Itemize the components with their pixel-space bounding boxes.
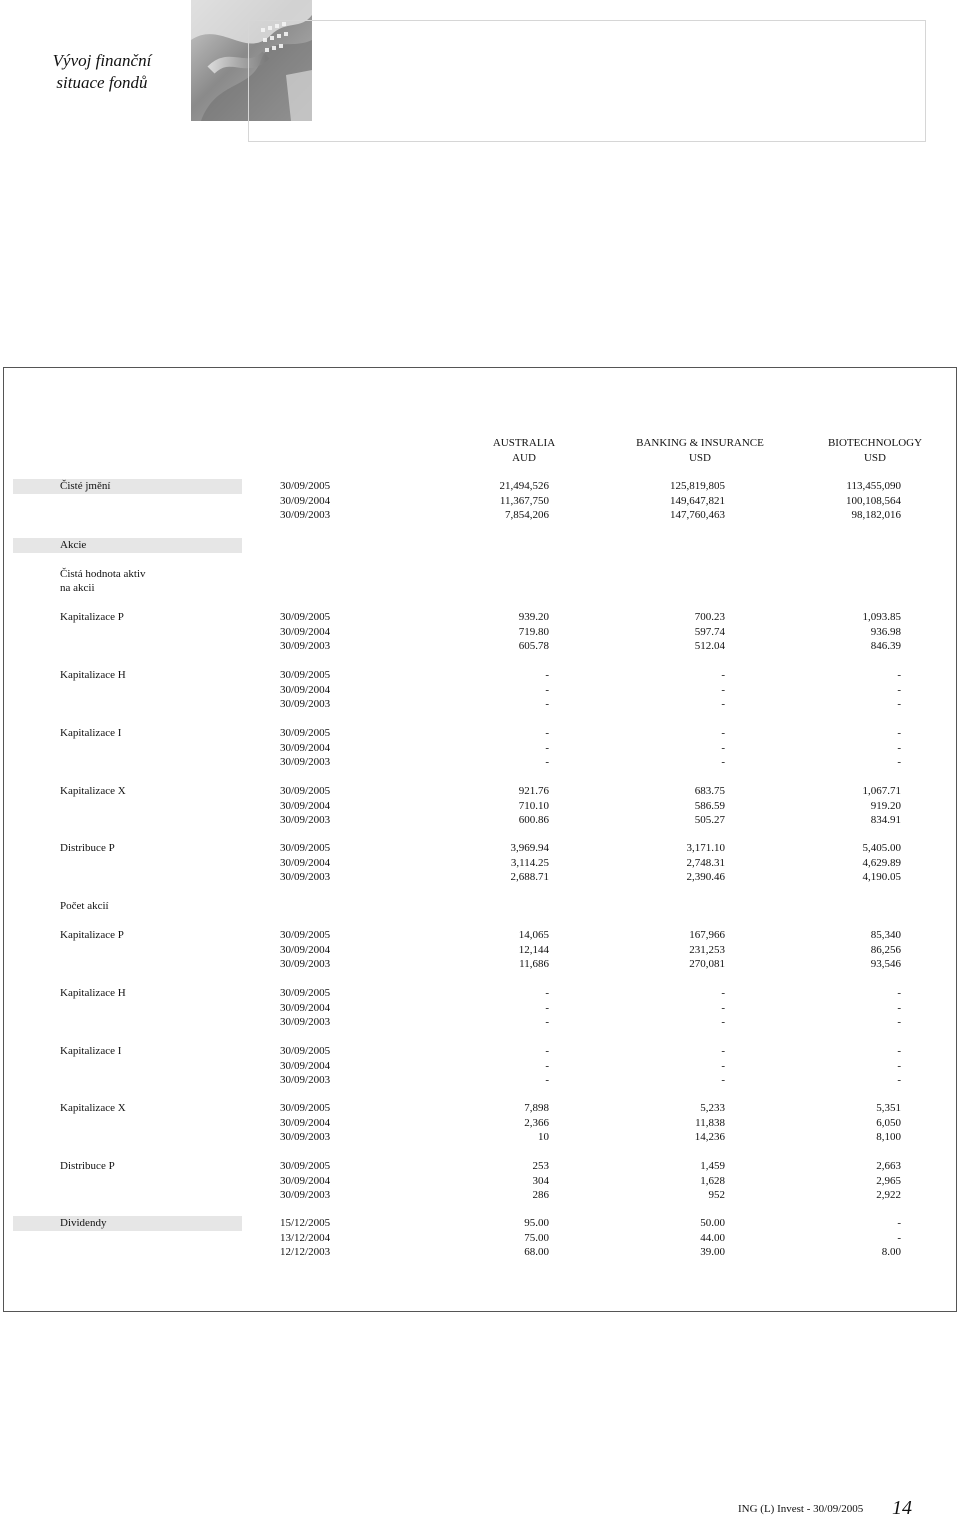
value-cell: - [545,1016,549,1028]
page-title [22,50,182,94]
value-cell: - [897,727,901,739]
value-cell: 167,966 [689,929,725,941]
value-cell: - [721,727,725,739]
section-nav-line2: na akcii [60,582,95,594]
value-cell: 2,965 [876,1175,901,1187]
section-band [13,538,242,553]
value-cell: 710.10 [518,800,549,812]
value-cell: 605.78 [518,640,549,652]
row-label: Kapitalizace X [60,785,126,797]
section-net-assets: Čisté jmění [60,480,111,492]
value-cell: - [897,987,901,999]
column-header-australia: AUSTRALIA [492,437,556,449]
value-cell: 2,922 [876,1189,901,1201]
value-cell: 149,647,821 [670,495,725,507]
column-currency-biotechnology: USD [863,452,886,464]
value-cell: - [545,1074,549,1086]
row-label: Kapitalizace I [60,1045,122,1057]
value-cell: 505.27 [694,814,725,826]
value-cell: 21,494,526 [499,480,549,492]
value-cell: - [721,1016,725,1028]
value-cell: - [721,1045,725,1057]
value-cell: 936.98 [870,626,901,638]
column-currency-australia: AUD [512,452,536,464]
row-date: 30/09/2003 [280,871,331,883]
value-cell: 5,351 [876,1102,901,1114]
value-cell: - [545,1045,549,1057]
row-date: 30/09/2003 [280,756,331,768]
value-cell: 3,114.25 [510,857,549,869]
row-date: 30/09/2003 [280,509,331,521]
value-cell: 3,171.10 [686,842,725,854]
row-date: 30/09/2005 [280,929,331,941]
value-cell: 600.86 [518,814,549,826]
value-cell: 44.00 [700,1232,725,1244]
value-cell: - [721,1002,725,1014]
value-cell: 719.80 [518,626,549,638]
value-cell: 834.91 [870,814,901,826]
row-date: 30/09/2004 [280,1002,331,1014]
value-cell: - [545,727,549,739]
value-cell: - [897,756,901,768]
value-cell: 98,182,016 [851,509,901,521]
section-shares: Akcie [60,539,87,551]
row-label: Distribuce P [60,842,115,854]
row-date: 30/09/2005 [280,480,331,492]
value-cell: 1,067.71 [862,785,901,797]
value-cell: 11,686 [519,958,549,970]
section-dividends: Dividendy [60,1217,107,1229]
value-cell: 231,253 [689,944,725,956]
value-cell: - [897,1060,901,1072]
value-cell: - [897,698,901,710]
value-cell: 2,366 [524,1117,549,1129]
row-date: 30/09/2005 [280,727,331,739]
value-cell: - [721,698,725,710]
row-date: 30/09/2004 [280,1060,331,1072]
value-cell: - [721,742,725,754]
value-cell: 2,390.46 [686,871,725,883]
value-cell: 113,455,090 [846,480,901,492]
value-cell: 3,969.94 [510,842,549,854]
row-label: Distribuce P [60,1160,115,1172]
row-date: 30/09/2004 [280,626,331,638]
value-cell: 75.00 [524,1232,549,1244]
row-label: Kapitalizace H [60,669,126,681]
value-cell: 11,838 [695,1117,725,1129]
value-cell: 2,663 [876,1160,901,1172]
row-date: 30/09/2005 [280,611,331,623]
value-cell: 7,898 [524,1102,549,1114]
footer-text: ING (L) Invest - 30/09/2005 [738,1503,864,1515]
value-cell: 4,629.89 [862,857,901,869]
value-cell: - [897,1002,901,1014]
value-cell: 919.20 [870,800,901,812]
value-cell: 95.00 [524,1217,549,1229]
value-cell: 512.04 [694,640,725,652]
value-cell: 14,065 [518,929,549,941]
value-cell: 11,367,750 [499,495,549,507]
value-cell: 304 [532,1175,549,1187]
row-label: Kapitalizace P [60,929,124,941]
row-date: 30/09/2003 [280,1016,331,1028]
value-cell: 85,340 [870,929,901,941]
value-cell: - [897,1016,901,1028]
row-date: 30/09/2005 [280,1102,331,1114]
column-header-biotechnology: BIOTECHNOLOGY [827,437,923,449]
value-cell: 1,093.85 [862,611,901,623]
value-cell: - [545,698,549,710]
value-cell: - [721,684,725,696]
row-date: 13/12/2004 [280,1232,331,1244]
value-cell: 921.76 [518,785,549,797]
value-cell: 5,405.00 [862,842,901,854]
row-date: 30/09/2003 [280,1131,331,1143]
row-date: 30/09/2004 [280,495,331,507]
value-cell: - [721,1074,725,1086]
value-cell: 4,190.05 [862,871,901,883]
row-date: 30/09/2003 [280,698,331,710]
row-date: 30/09/2005 [280,1045,331,1057]
row-date: 30/09/2004 [280,800,331,812]
value-cell: - [897,684,901,696]
value-cell: 952 [708,1189,725,1201]
value-cell: 1,459 [700,1160,725,1172]
value-cell: - [545,684,549,696]
value-cell: 39.00 [700,1246,725,1258]
value-cell: 14,236 [694,1131,725,1143]
value-cell: 8.00 [881,1246,901,1258]
row-label: Kapitalizace H [60,987,126,999]
row-date: 30/09/2005 [280,987,331,999]
value-cell: 50.00 [700,1217,725,1229]
value-cell: - [897,742,901,754]
value-cell: - [545,669,549,681]
column-header-banking: BANKING & INSURANCE [636,437,764,449]
section-band [13,1216,242,1231]
value-cell: 8,100 [876,1131,901,1143]
value-cell: 147,760,463 [670,509,725,521]
value-cell: 939.20 [518,611,549,623]
value-cell: 2,748.31 [686,857,725,869]
section-band [13,479,242,494]
row-date: 30/09/2003 [280,640,331,652]
value-cell: 7,854,206 [505,509,549,521]
header-frame [248,20,926,142]
value-cell: - [545,1060,549,1072]
value-cell: 86,256 [870,944,901,956]
value-cell: 1,628 [700,1175,725,1187]
value-cell: - [897,1217,901,1229]
value-cell: 125,819,805 [670,480,725,492]
value-cell: 93,546 [870,958,901,970]
row-date: 30/09/2005 [280,842,331,854]
value-cell: 286 [532,1189,549,1201]
value-cell: - [545,756,549,768]
value-cell: 10 [538,1131,549,1143]
value-cell: 68.00 [524,1246,549,1258]
row-label: Kapitalizace I [60,727,122,739]
row-date: 30/09/2003 [280,958,331,970]
value-cell: 700.23 [694,611,725,623]
row-date: 30/09/2003 [280,814,331,826]
row-date: 30/09/2004 [280,684,331,696]
value-cell: - [721,1060,725,1072]
value-cell: 100,108,564 [846,495,901,507]
value-cell: 683.75 [694,785,725,797]
section-nav-line1: Čistá hodnota aktiv [60,568,146,580]
value-cell: - [897,1074,901,1086]
row-date: 30/09/2004 [280,944,331,956]
value-cell: - [545,987,549,999]
page-title-line1: Vývoj finanční [52,51,152,70]
row-date: 30/09/2004 [280,1117,331,1129]
value-cell: 586.59 [694,800,725,812]
row-date: 30/09/2003 [280,1074,331,1086]
value-cell: 597.74 [694,626,725,638]
row-date: 30/09/2005 [280,1160,331,1172]
row-date: 30/09/2004 [280,742,331,754]
row-date: 30/09/2003 [280,1189,331,1201]
row-date: 30/09/2004 [280,1175,331,1187]
value-cell: - [545,1002,549,1014]
value-cell: 6,050 [876,1117,901,1129]
row-date: 12/12/2003 [280,1246,331,1258]
row-label: Kapitalizace X [60,1102,126,1114]
row-date: 30/09/2004 [280,857,331,869]
value-cell: - [721,987,725,999]
value-cell: 2,688.71 [510,871,549,883]
row-date: 30/09/2005 [280,785,331,797]
value-cell: - [897,669,901,681]
section-share-count: Počet akcií [60,900,109,912]
value-cell: 5,233 [700,1102,725,1114]
value-cell: - [721,669,725,681]
column-currency-banking: USD [688,452,711,464]
value-cell: 846.39 [870,640,901,652]
value-cell: 12,144 [518,944,549,956]
value-cell: - [721,756,725,768]
page-title-line2: situace fondů [56,73,148,92]
value-cell: 253 [532,1160,549,1172]
value-cell: 270,081 [689,958,725,970]
page-number: 14 [892,1497,912,1519]
value-cell: - [545,742,549,754]
row-label: Kapitalizace P [60,611,124,623]
row-date: 15/12/2005 [280,1217,331,1229]
value-cell: - [897,1045,901,1057]
row-date: 30/09/2005 [280,669,331,681]
value-cell: - [897,1232,901,1244]
